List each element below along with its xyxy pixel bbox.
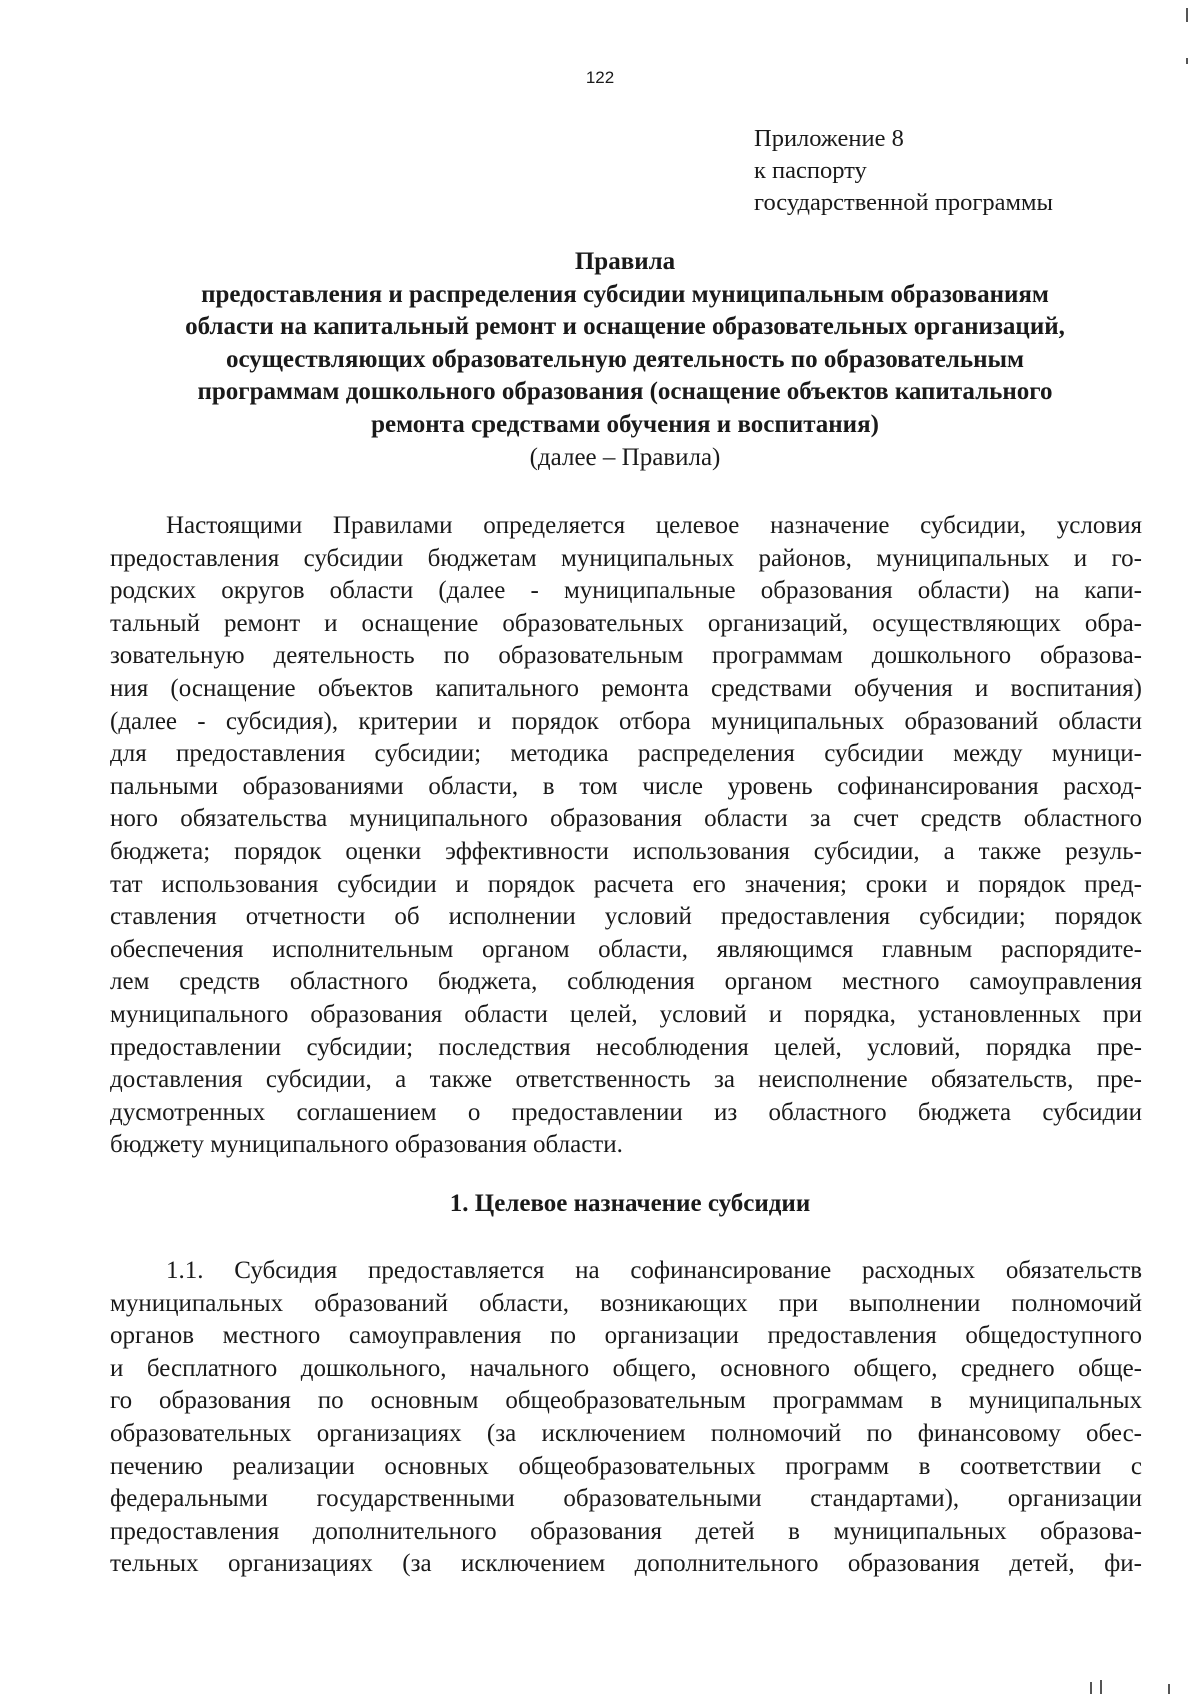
text-line: ния (оснащение объектов капитального ремонта средствами обучения и воспитания) <box>110 674 1142 702</box>
intro-paragraph <box>110 510 1142 1162</box>
document-title <box>110 246 1140 475</box>
text-line: предоставлении субсидии; последствия несоблюдения целей, условий, порядка пре- <box>110 1033 1142 1061</box>
text-line: обеспечения исполнительным органом области, являющимся главным распорядите- <box>110 935 1142 963</box>
scan-mark <box>1100 1680 1102 1694</box>
scan-mark <box>1090 1682 1092 1694</box>
scan-mark <box>1186 58 1188 64</box>
text-line: для предоставления субсидии; методика распределения субсидии между муници- <box>110 740 1142 768</box>
text-line: тальный ремонт и оснащение образовательных организаций, осуществляющих обра- <box>110 609 1142 637</box>
appendix-line: к паспорту <box>754 157 867 184</box>
scan-mark <box>1186 8 1188 22</box>
text-line: 1.1. Субсидия предоставляется на софинансирование расходных обязательств <box>166 1257 1142 1284</box>
page-number: 122 <box>585 68 615 87</box>
text-line: муниципальных образований области, возникающих при выполнении полномочий <box>110 1289 1142 1317</box>
appendix-header <box>754 123 1154 219</box>
text-line: печению реализации основных общеобразовательных программ в соответствии с <box>110 1452 1142 1480</box>
text-line: и бесплатного дошкольного, начального общего, основного общего, среднего обще- <box>110 1354 1142 1382</box>
text-line: (далее - субсидия), критерии и порядок отбора муниципальных образований области <box>110 707 1142 735</box>
text-line: органов местного самоуправления по организации предоставления общедоступного <box>110 1322 1142 1350</box>
section-heading: 1. Целевое назначение субсидии <box>449 1190 811 1217</box>
paragraph-1-1 <box>110 1255 1142 1581</box>
title-subtitle: (далее – Правила) <box>529 444 721 471</box>
text-line: предоставления дополнительного образования детей в муниципальных образова- <box>110 1517 1142 1545</box>
text-line: родских округов области (далее - муниципальные образования области) на капи- <box>110 577 1142 605</box>
text-line: предоставления субсидии бюджетам муниципальных районов, муниципальных и го- <box>110 544 1142 572</box>
text-line: ставления отчетности об исполнении условий предоставления субсидии; порядок <box>110 903 1142 931</box>
title-line: программам дошкольного образования (оснащение объектов капитального <box>197 378 1053 405</box>
text-line: бюджету муниципального образования области. <box>110 1131 623 1159</box>
title-line: Правила <box>574 248 676 275</box>
text-line: зовательную деятельность по образовательным программам дошкольного образова- <box>110 642 1142 670</box>
title-line: предоставления и распределения субсидии муниципальным образованиям <box>201 280 1049 308</box>
text-line: Настоящими Правилами определяется целевое назначение субсидии, условия <box>166 512 1142 539</box>
text-line: ного обязательства муниципального образования области за счет средств областного <box>110 805 1142 833</box>
title-line: области на капитальный ремонт и оснащение образовательных организаций, <box>185 313 1065 340</box>
text-line: дусмотренных соглашением о предоставлении из областного бюджета субсидии <box>110 1098 1142 1126</box>
text-line: муниципального образования области целей, условий и порядка, установленных при <box>110 1000 1142 1028</box>
text-line: доставления субсидии, а также ответственность за неисполнение обязательств, пре- <box>110 1066 1142 1094</box>
title-line: ремонта средствами обучения и воспитания) <box>371 410 879 438</box>
text-line: бюджета; порядок оценки эффективности использования субсидии, а также резуль- <box>110 837 1142 865</box>
title-line: осуществляющих образовательную деятельность по образовательным <box>225 345 1025 373</box>
scan-mark <box>1168 1684 1170 1694</box>
appendix-line: государственной программы <box>754 189 1053 216</box>
text-line: тат использования субсидии и порядок расчета его значения; сроки и порядок пред- <box>110 870 1142 898</box>
text-line: пальными образованиями области, в том числе уровень софинансирования расход- <box>110 772 1142 800</box>
appendix-line: Приложение 8 <box>754 125 904 152</box>
text-line: го образования по основным общеобразовательным программам в муниципальных <box>110 1387 1142 1415</box>
text-line: лем средств областного бюджета, соблюдения органом местного самоуправления <box>110 968 1142 996</box>
text-line: тельных организациях (за исключением дополнительного образования детей, фи- <box>110 1550 1142 1578</box>
text-line: образовательных организациях (за исключением полномочий по финансовому обес- <box>110 1419 1142 1447</box>
text-line: федеральными государственными образовательными стандартами), организации <box>110 1485 1142 1513</box>
